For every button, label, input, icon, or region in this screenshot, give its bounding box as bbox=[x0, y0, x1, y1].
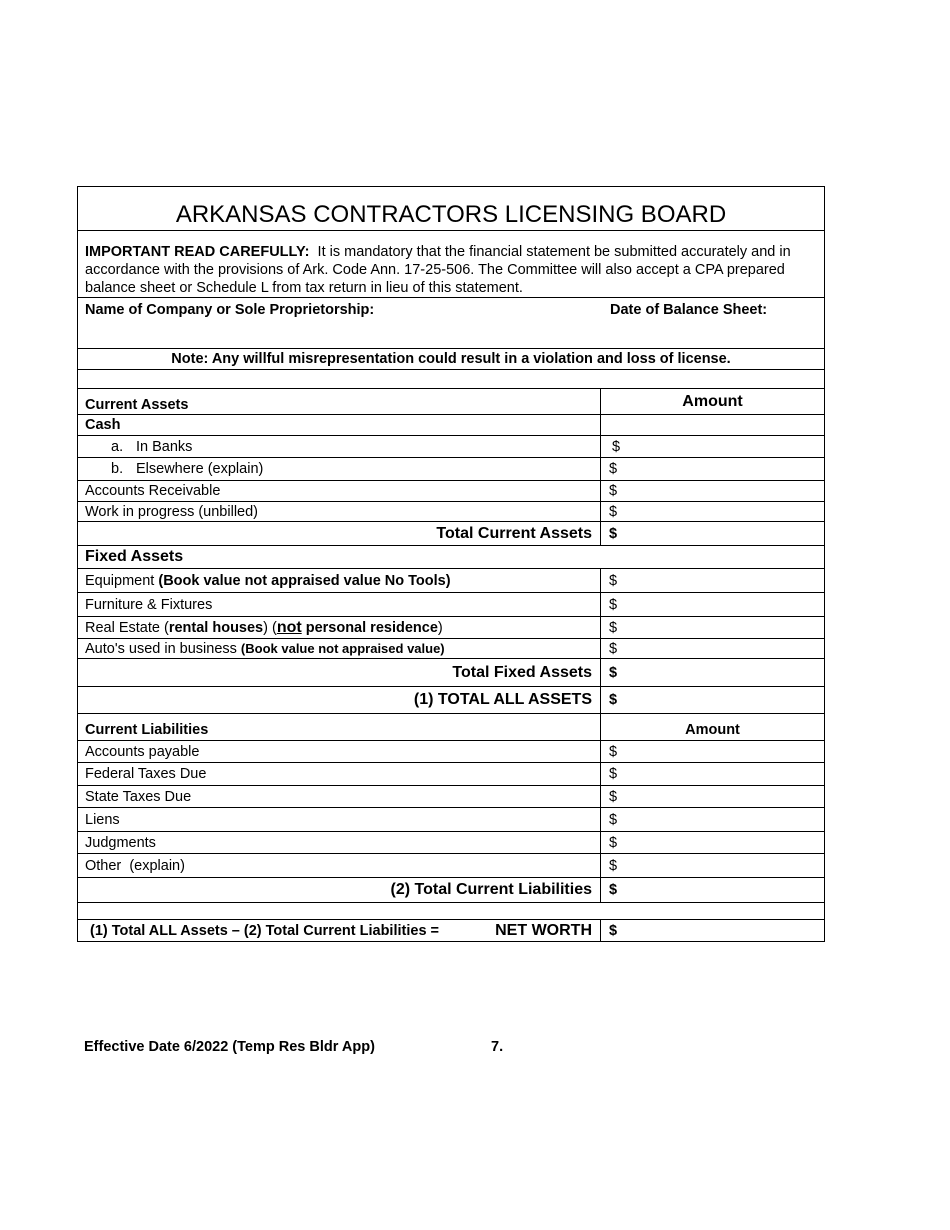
liability-row[interactable] bbox=[77, 832, 825, 854]
state-taxes-amount[interactable]: $ bbox=[609, 788, 618, 805]
liability-row[interactable] bbox=[77, 763, 825, 786]
equipment-amount[interactable]: $ bbox=[609, 572, 618, 589]
current-assets-header-row bbox=[77, 389, 825, 415]
fixed-assets-header-row bbox=[77, 546, 825, 569]
total-current-assets-amount[interactable]: $ bbox=[609, 525, 618, 542]
real-estate-label: Real Estate ( rental houses ) ( not personal residence ) bbox=[78, 617, 601, 638]
wip-amount[interactable]: $ bbox=[609, 503, 618, 520]
other-amount[interactable]: $ bbox=[609, 857, 618, 874]
cash-row bbox=[77, 415, 825, 436]
federal-taxes-amount[interactable]: $ bbox=[609, 766, 618, 782]
misrepresentation-note: Note: Any willful misrepresentation could result in a violation and loss of license. bbox=[77, 349, 825, 370]
furniture-amount[interactable]: $ bbox=[609, 596, 618, 613]
equipment-label: Equipment (Book value not appraised value No Tools) bbox=[78, 569, 601, 592]
liabilities-header-row bbox=[77, 714, 825, 741]
total-all-assets-label: (1) TOTAL ALL ASSETS bbox=[78, 687, 601, 713]
liability-row[interactable] bbox=[77, 741, 825, 763]
net-worth-amount[interactable]: $ bbox=[609, 922, 618, 939]
total-fixed-assets-row[interactable] bbox=[77, 659, 825, 687]
liens-label: Liens bbox=[78, 808, 601, 831]
accounts-payable-label: Accounts payable bbox=[78, 741, 601, 762]
amount-header: Amount bbox=[682, 392, 743, 410]
in-banks-amount[interactable]: $ bbox=[612, 438, 621, 455]
important-notice bbox=[77, 231, 825, 298]
furniture-row[interactable] bbox=[77, 593, 825, 617]
important-body: It is mandatory that the financial statement be submitted accurately and in accordance with the provisions of Ark. Code Ann. 17-25-506. The Committee will also accept a CPA prepared balance sheet or Schedule L from tax return in lieu of this statement. bbox=[85, 244, 791, 296]
current-assets-header: Current Assets bbox=[78, 389, 601, 414]
autos-label: Auto's used in business (Book value not appraised value) bbox=[78, 639, 601, 658]
total-fixed-assets-amount[interactable]: $ bbox=[609, 664, 618, 681]
net-worth-row[interactable] bbox=[77, 920, 825, 942]
liability-row[interactable] bbox=[77, 808, 825, 832]
net-worth-title: NET WORTH bbox=[495, 921, 592, 939]
receivable-label: Accounts Receivable bbox=[78, 481, 601, 501]
net-worth-label bbox=[78, 920, 601, 941]
in-banks-label: a. In Banks bbox=[78, 436, 601, 457]
net-worth-formula: (1) Total ALL Assets – (2) Total Current Liabilities = bbox=[90, 922, 439, 939]
cash-label: Cash bbox=[78, 415, 601, 435]
liabilities-header: Current Liabilities bbox=[78, 714, 601, 740]
total-liabilities-row[interactable] bbox=[77, 878, 825, 903]
total-liabilities-amount[interactable]: $ bbox=[609, 882, 618, 898]
real-estate-amount[interactable]: $ bbox=[609, 619, 618, 636]
total-all-assets-row[interactable] bbox=[77, 687, 825, 714]
form-title: ARKANSAS CONTRACTORS LICENSING BOARD bbox=[77, 186, 825, 231]
receivable-row[interactable] bbox=[77, 481, 825, 502]
total-all-assets-amount[interactable]: $ bbox=[609, 692, 618, 708]
spacer-row bbox=[77, 903, 825, 920]
autos-row[interactable] bbox=[77, 639, 825, 659]
page-number: 7. bbox=[491, 1039, 504, 1055]
furniture-label: Furniture & Fixtures bbox=[78, 593, 601, 616]
real-estate-row[interactable] bbox=[77, 617, 825, 639]
liability-row[interactable] bbox=[77, 786, 825, 808]
wip-label: Work in progress (unbilled) bbox=[78, 502, 601, 521]
cash-amount bbox=[601, 415, 824, 435]
equipment-row[interactable] bbox=[77, 569, 825, 593]
company-date-row[interactable] bbox=[77, 298, 825, 349]
company-name-label: Name of Company or Sole Proprietorship: bbox=[85, 302, 375, 318]
total-liabilities-label: (2) Total Current Liabilities bbox=[78, 878, 601, 902]
other-label: Other (explain) bbox=[78, 854, 601, 877]
elsewhere-amount[interactable]: $ bbox=[609, 461, 618, 477]
total-current-assets-label: Total Current Assets bbox=[78, 522, 601, 545]
judgments-amount[interactable]: $ bbox=[609, 834, 618, 851]
federal-taxes-label: Federal Taxes Due bbox=[78, 763, 601, 785]
fixed-assets-header: Fixed Assets bbox=[85, 548, 184, 565]
spacer-row bbox=[77, 370, 825, 389]
important-heading: IMPORTANT READ CAREFULLY: bbox=[85, 244, 310, 260]
wip-row[interactable] bbox=[77, 502, 825, 522]
footer-effective-date: Effective Date 6/2022 (Temp Res Bldr App) bbox=[84, 1039, 375, 1055]
accounts-payable-amount[interactable]: $ bbox=[609, 743, 618, 760]
liability-row[interactable] bbox=[77, 854, 825, 878]
elsewhere-label: b. Elsewhere (explain) bbox=[78, 458, 601, 480]
receivable-amount[interactable]: $ bbox=[609, 483, 618, 499]
elsewhere-row[interactable] bbox=[77, 458, 825, 481]
state-taxes-label: State Taxes Due bbox=[78, 786, 601, 807]
judgments-label: Judgments bbox=[78, 832, 601, 853]
liens-amount[interactable]: $ bbox=[609, 811, 618, 828]
total-current-assets-row[interactable] bbox=[77, 522, 825, 546]
balance-date-label: Date of Balance Sheet: bbox=[610, 302, 768, 318]
liabilities-amount-header: Amount bbox=[685, 722, 740, 738]
autos-amount[interactable]: $ bbox=[609, 640, 618, 657]
total-fixed-assets-label: Total Fixed Assets bbox=[78, 659, 601, 686]
in-banks-row[interactable] bbox=[77, 436, 825, 458]
